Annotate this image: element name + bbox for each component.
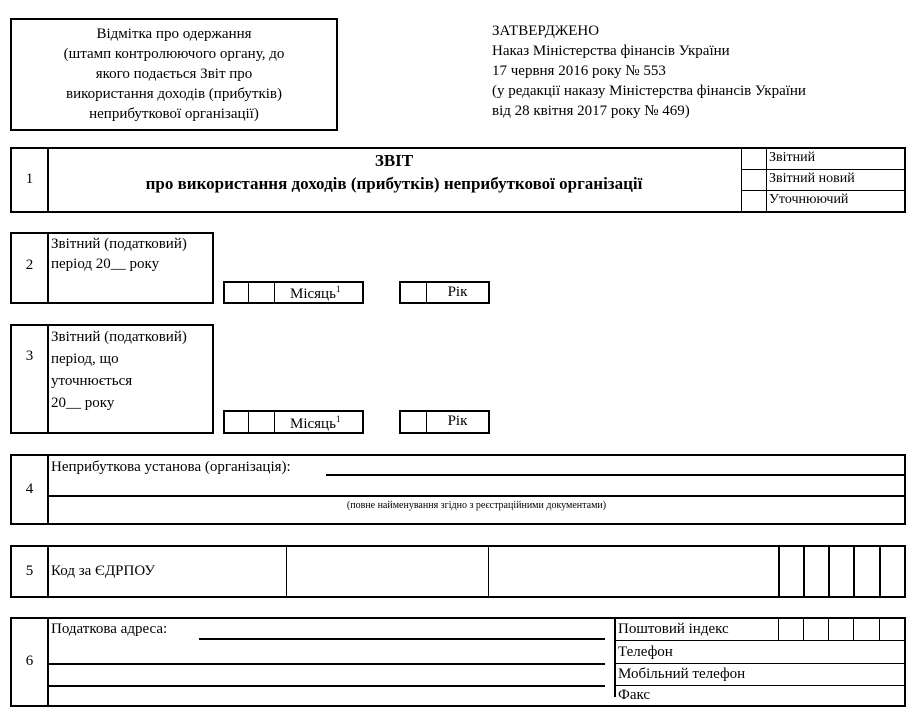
report-title: [49, 150, 739, 196]
organization-label: Неприбуткова установа (організація):: [51, 459, 291, 475]
approval-line: ЗАТВЕРДЖЕНО: [492, 23, 600, 39]
row-number: 6: [25, 653, 34, 669]
organization-name-line[interactable]: [326, 474, 906, 476]
approval-line: від 28 квітня 2017 року № 469): [492, 103, 690, 119]
row-number: 1: [25, 171, 34, 187]
stamp-line: якого подається Звіт про: [95, 66, 253, 82]
type-clarifying-label: Уточнюючий: [769, 192, 849, 207]
report-type-checkbox[interactable]: [742, 191, 766, 211]
footnote-marker: 1: [335, 414, 341, 424]
address-line-3[interactable]: [47, 685, 605, 687]
approval-line: (у редакції наказу Міністерства фінансів України: [492, 83, 806, 99]
address-line-2[interactable]: [47, 663, 605, 665]
stamp-line: Відмітка про одержання: [96, 26, 252, 42]
stamp-line: використання доходів (прибутків): [65, 86, 282, 102]
approval-line: Наказ Міністерства фінансів України: [492, 43, 730, 59]
month-label: Місяць$^1$: [290, 284, 341, 302]
row-number: 5: [25, 563, 34, 579]
address-label: Податкова адреса:: [51, 621, 168, 637]
title-text: ЗВІТ: [374, 151, 414, 170]
stamp-line: неприбуткової організації): [89, 106, 259, 122]
edrpou-code-field[interactable]: [780, 547, 904, 596]
year-label: Рік: [447, 413, 468, 429]
edrpou-label: Код за ЄДРПОУ: [51, 563, 155, 579]
row-number: 3: [25, 348, 34, 364]
address-line-1[interactable]: [199, 638, 605, 640]
approval-line: 17 червня 2016 року № 553: [492, 63, 666, 79]
corrected-period-label: Звітний (податковий) період, що уточнюється 20__ року: [51, 329, 187, 411]
period-label: Звітний (податковий) період 20__ року: [51, 236, 187, 272]
row-number: 2: [25, 257, 34, 273]
fax-label: Факс: [618, 687, 651, 703]
type-reporting-new-label: Звітний новий: [769, 171, 855, 186]
mobile-phone-label: Мобільний телефон: [618, 666, 746, 682]
type-reporting-label: Звітний: [769, 150, 816, 165]
month-label: Місяць$^1$: [290, 414, 341, 432]
row-number: 4: [25, 481, 34, 497]
organization-hint: (повне найменування згідно з реєстраційними документами): [346, 500, 607, 511]
phone-label: Телефон: [618, 644, 673, 660]
postal-index-label: Поштовий індекс: [618, 621, 729, 637]
year-label: Рік: [447, 284, 468, 300]
footnote-marker: 1: [335, 284, 341, 294]
stamp-line: (штамп контролюючого органу, до: [63, 46, 285, 62]
postal-index-field[interactable]: [779, 619, 904, 640]
receipt-stamp-box: [10, 18, 338, 131]
organization-name-line-2[interactable]: [47, 495, 906, 497]
subtitle-text: про використання доходів (прибутків) неприбуткової організації: [145, 174, 643, 193]
report-type-checkbox[interactable]: [742, 149, 766, 169]
report-type-checkbox[interactable]: [742, 170, 766, 190]
approval-block: [492, 21, 902, 121]
